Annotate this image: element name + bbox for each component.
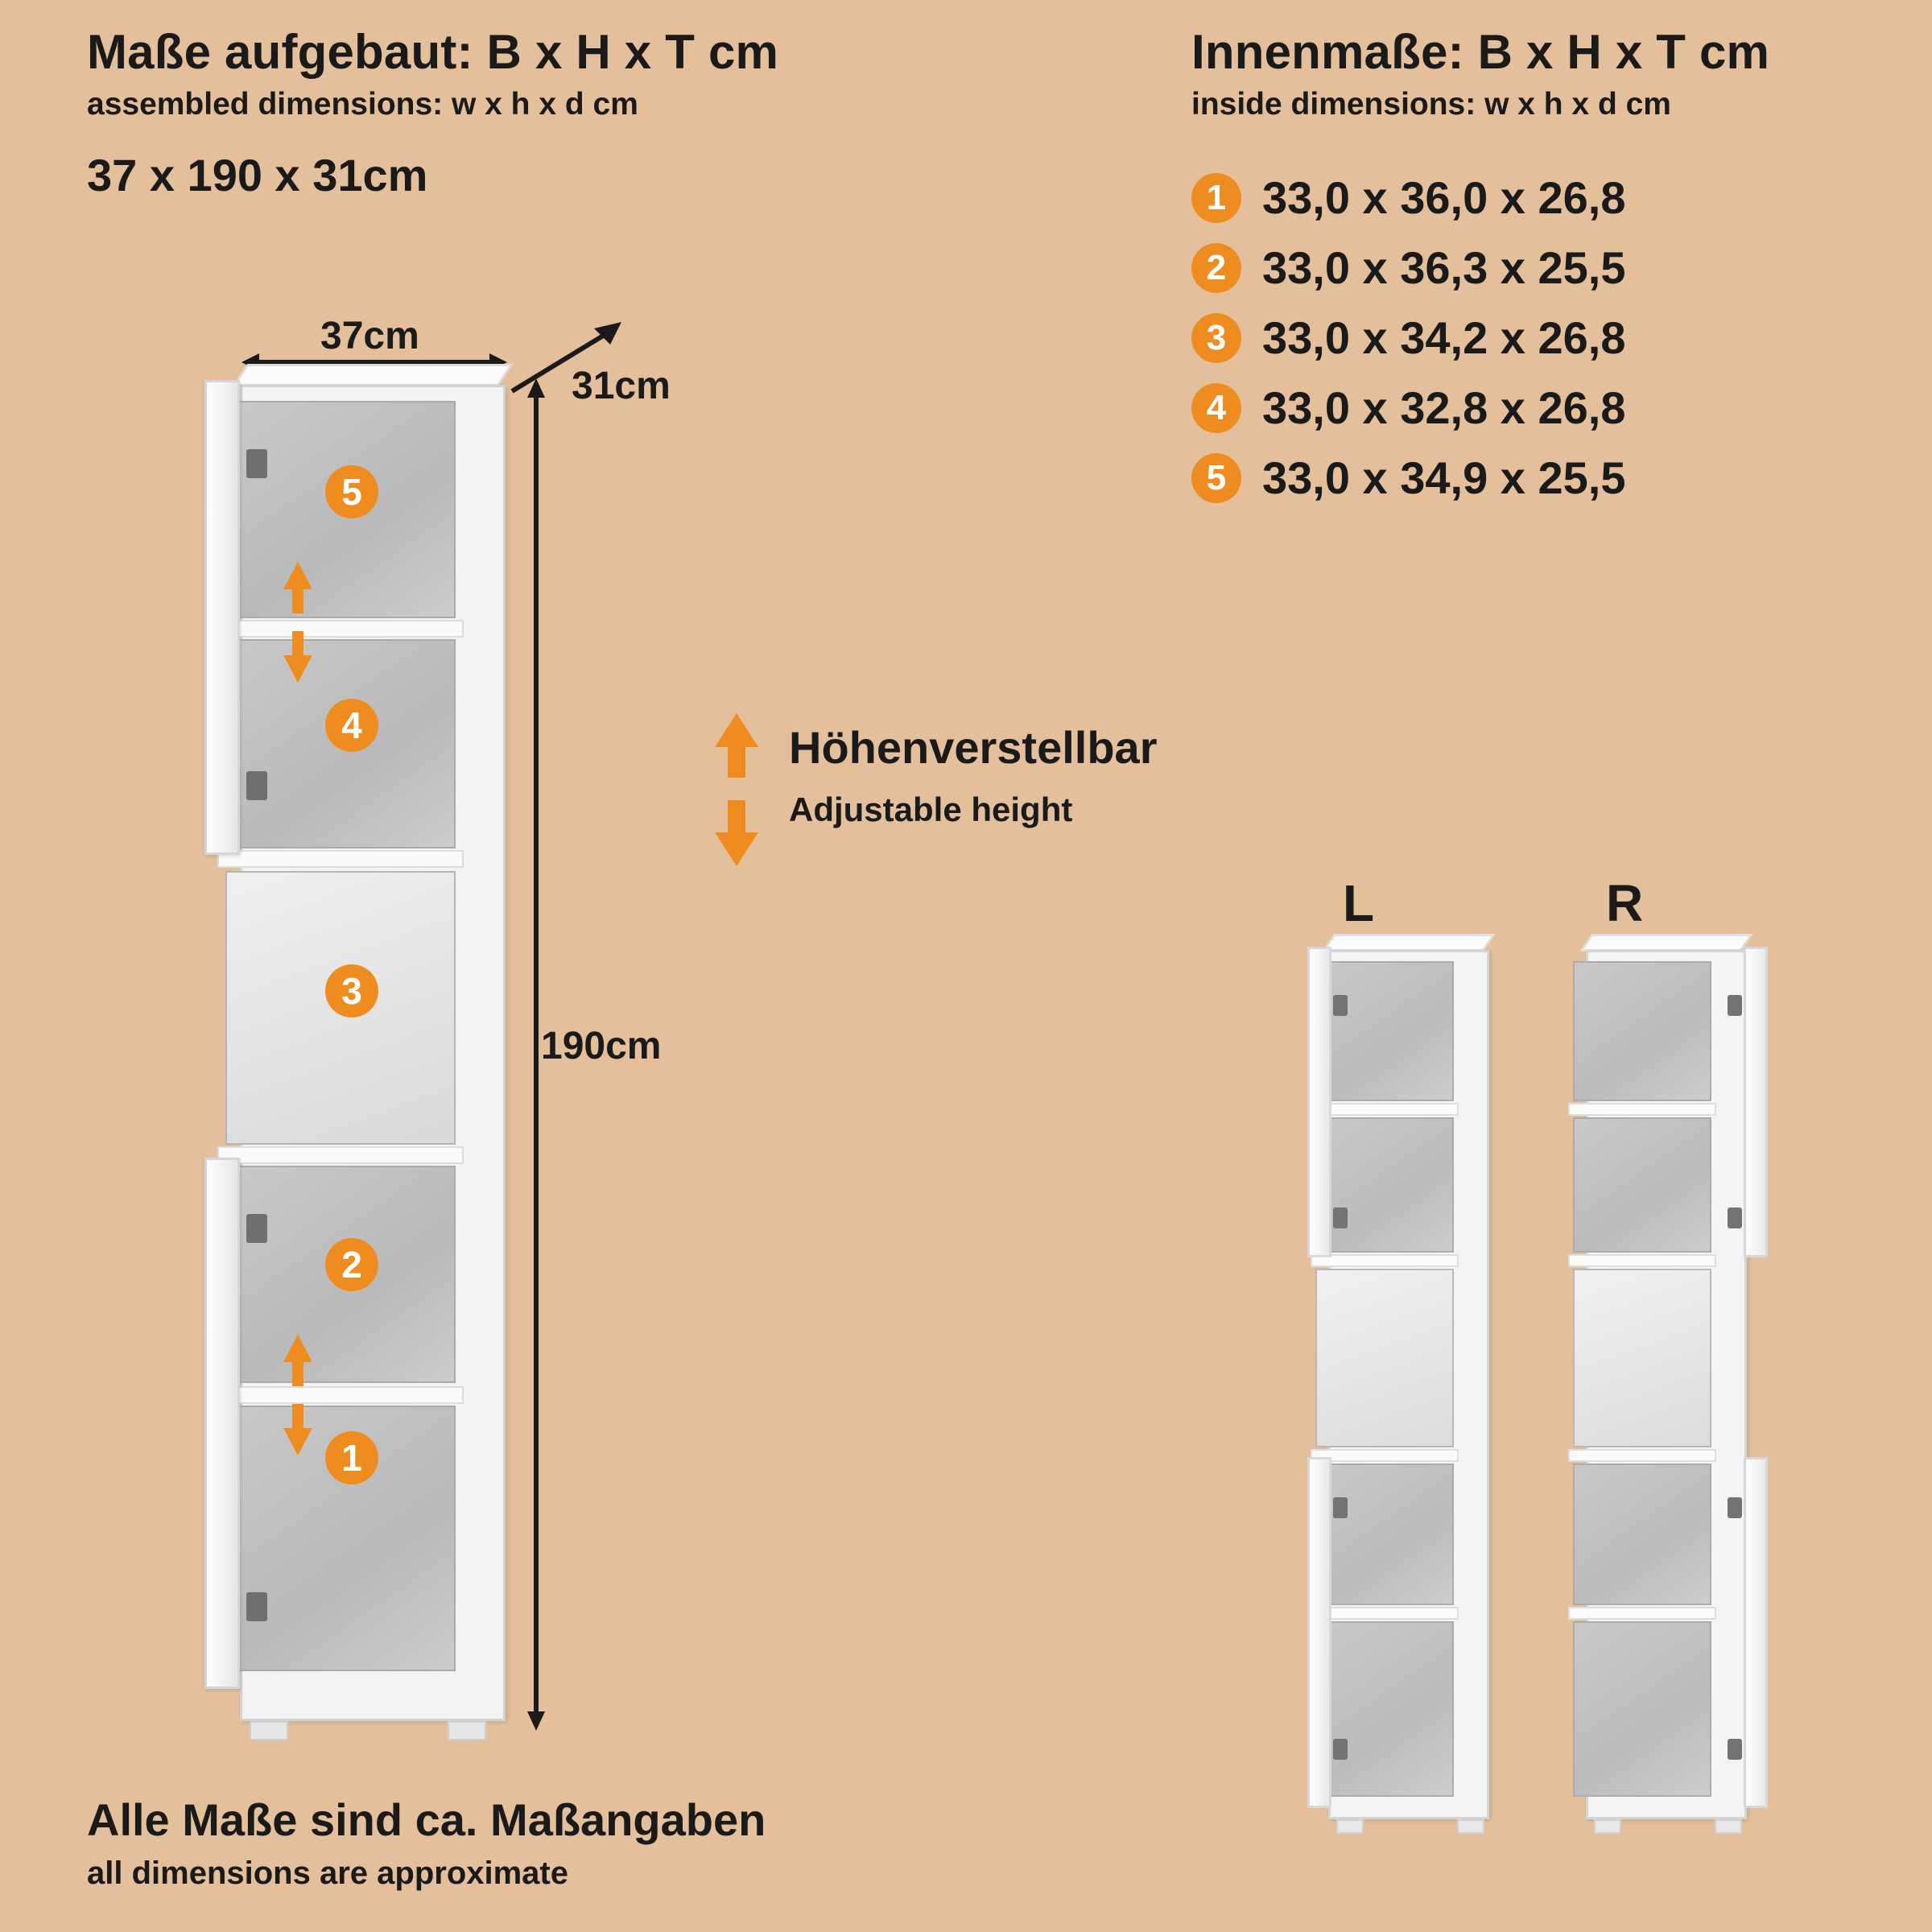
compartment-4 — [1315, 1117, 1454, 1253]
hinge-icon — [1728, 995, 1742, 1016]
hinge-icon — [246, 1214, 267, 1243]
shelf-4 — [1311, 1254, 1459, 1267]
compartment-3-open — [1573, 1269, 1711, 1447]
shelf-3 — [217, 1146, 464, 1164]
compartment-2 — [1315, 1463, 1454, 1605]
cabinet-top-panel — [1580, 934, 1753, 952]
shelf-top — [1311, 1103, 1459, 1116]
badge-number: 3 — [1191, 313, 1241, 363]
cabinet-foot — [1594, 1819, 1621, 1834]
variant-label-left: L — [1343, 874, 1375, 932]
hinge-icon — [1728, 1208, 1742, 1228]
compartment-1 — [1315, 1621, 1454, 1797]
door-lower-open — [1307, 1457, 1331, 1808]
list-item — [1191, 443, 1626, 513]
compartment-badge-5: 5 — [325, 465, 378, 518]
compartment-badge-3: 3 — [325, 964, 378, 1018]
shelf-2 — [1568, 1607, 1716, 1620]
variant-label-right: R — [1606, 874, 1644, 932]
compartment-badge-4: 4 — [325, 699, 378, 752]
inside-dimensions-list — [1191, 163, 1626, 513]
inside-dimension-value: 33,0 x 36,0 x 26,8 — [1262, 172, 1626, 223]
cabinet-foot — [1715, 1819, 1742, 1834]
door-lower-open — [204, 1158, 240, 1689]
cabinet-variant-right — [1562, 950, 1771, 1819]
adjustable-height-arrows-icon-upper — [280, 562, 316, 683]
badge-number: 4 — [1191, 383, 1241, 433]
shelf-top — [1568, 1103, 1716, 1116]
assembled-dimensions-value: 37 x 190 x 31cm — [87, 150, 428, 200]
badge-number: 5 — [1191, 453, 1241, 503]
cabinet-foot — [448, 1721, 486, 1740]
shelf-3 — [1311, 1449, 1459, 1462]
cabinet-top-panel — [1323, 934, 1496, 952]
inside-dimension-value: 33,0 x 34,2 x 26,8 — [1262, 312, 1626, 363]
compartment-3-open — [1315, 1269, 1454, 1447]
hinge-icon — [1728, 1497, 1742, 1518]
inside-dimension-value: 33,0 x 36,3 x 25,5 — [1262, 242, 1626, 293]
shelf-4 — [1568, 1254, 1716, 1267]
shelf-2 — [1311, 1607, 1459, 1620]
cabinet-top-panel — [233, 364, 514, 386]
adjustable-height-arrows-icon-lower — [280, 1335, 316, 1455]
compartment-4 — [1573, 1117, 1711, 1253]
cabinet-main-illustration — [208, 385, 530, 1721]
cabinet-variant-left — [1304, 950, 1513, 1819]
list-item — [1191, 163, 1626, 233]
compartment-badge-2: 2 — [325, 1238, 378, 1291]
hinge-icon — [1333, 1497, 1348, 1518]
inside-dimensions-subtitle: inside dimensions: w x h x d cm — [1191, 87, 1671, 122]
shelf-4 — [217, 850, 464, 868]
inside-dimension-value: 33,0 x 32,8 x 26,8 — [1262, 382, 1626, 433]
door-upper-open — [1307, 947, 1331, 1257]
approximate-note-sub: all dimensions are approximate — [87, 1856, 568, 1891]
height-measurement-label: 190cm — [541, 1025, 662, 1067]
compartment-5 — [1315, 961, 1454, 1101]
hinge-icon — [246, 771, 267, 800]
hinge-icon — [1728, 1739, 1742, 1760]
hinge-icon — [1333, 1739, 1348, 1760]
approximate-note-main: Alle Maße sind ca. Maßangaben — [87, 1794, 766, 1845]
badge-number: 1 — [1191, 173, 1241, 223]
compartment-badge-1: 1 — [325, 1431, 378, 1484]
assembled-dimensions-title: Maße aufgebaut: B x H x T cm — [87, 25, 779, 79]
inside-dimension-value: 33,0 x 34,9 x 25,5 — [1262, 452, 1626, 503]
hinge-icon — [1333, 995, 1348, 1016]
compartment-1 — [1573, 1621, 1711, 1797]
door-upper-open — [1744, 947, 1768, 1257]
legend-title: Höhenverstellbar — [789, 722, 1158, 773]
adjustable-height-arrows-icon — [708, 713, 765, 866]
depth-measurement-label: 31cm — [572, 365, 671, 407]
shelf-2 — [217, 1386, 464, 1404]
door-upper-open — [204, 380, 240, 855]
assembled-dimensions-subtitle: assembled dimensions: w x h x d cm — [87, 87, 638, 122]
cabinet-foot — [250, 1721, 288, 1740]
shelf-3 — [1568, 1449, 1716, 1462]
badge-number: 2 — [1191, 243, 1241, 293]
adjustable-height-legend — [708, 708, 1159, 869]
inside-dimensions-title: Innenmaße: B x H x T cm — [1191, 25, 1770, 79]
legend-subtitle: Adjustable height — [789, 791, 1073, 828]
compartment-5 — [1573, 961, 1711, 1101]
compartment-2 — [1573, 1463, 1711, 1605]
hinge-icon — [1333, 1208, 1348, 1228]
width-measurement-label: 37cm — [320, 315, 419, 357]
list-item — [1191, 233, 1626, 303]
shelf-top — [217, 620, 464, 638]
list-item — [1191, 303, 1626, 373]
cabinet-foot — [1457, 1819, 1484, 1834]
list-item — [1191, 373, 1626, 443]
hinge-icon — [246, 1592, 267, 1621]
hinge-icon — [246, 449, 267, 478]
cabinet-foot — [1336, 1819, 1364, 1834]
door-lower-open — [1744, 1457, 1768, 1808]
